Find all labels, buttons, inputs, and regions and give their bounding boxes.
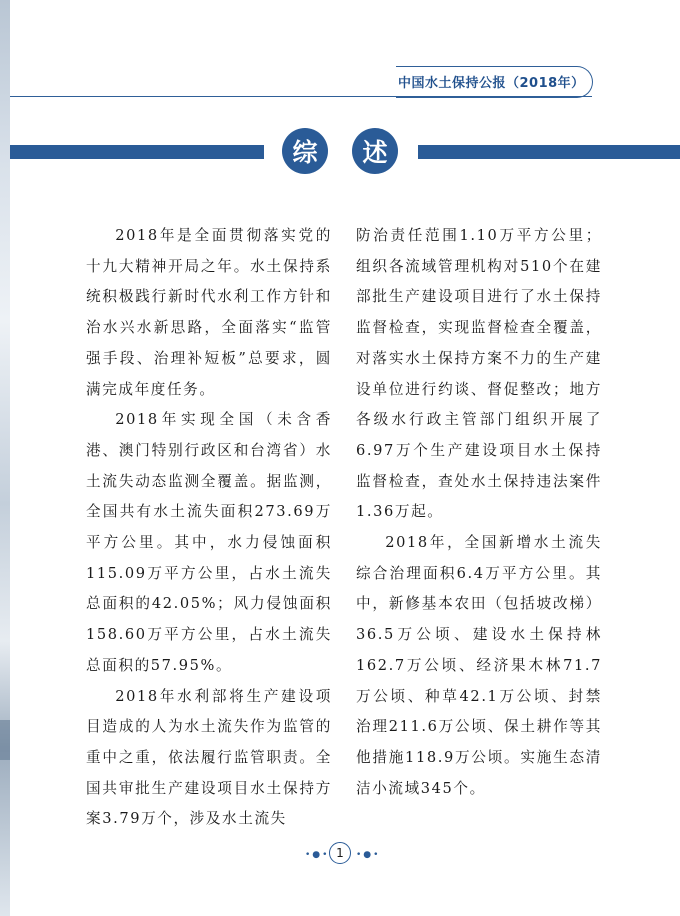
- right-column: [356, 221, 602, 804]
- left-column: [86, 221, 332, 835]
- paragraph: 2018年，全国新增水土流失综合治理面积6.4万平方公里。其中，新修基本农田（包括坡改梯）36.5万公顷、建设水土保持林162.7万公顷、经济果木林71.7万公顷、种草42.1万公顷、封禁治理211.6万公顷、保土耕作等其他措施118.9万公顷。实施生态清洁小流域345个。: [356, 534, 602, 797]
- paragraph: 防治责任范围1.10万平方公里；组织各流域管理机构对510个在建部批生产建设项目进行了水土保持监督检查，实现监督检查全覆盖，对落实水土保持方案不力的生产建设单位进行约谈、督促整改；地方各级水行政主管部门组织开展了6.97万个生产建设项目水土保持监督检查，查处水土保持违法案件1.36万起。: [356, 227, 602, 521]
- section-title-char-2: 述: [352, 128, 398, 174]
- paragraph: 2018年水利部将生产建设项目造成的人为水土流失作为监管的重中之重，依法履行监管职责。全国共审批生产建设项目水土保持方案3.79万个，涉及水土流失: [86, 687, 332, 828]
- paragraph: 2018年实现全国（未含香港、澳门特别行政区和台湾省）水土流失动态监测全覆盖。据监测，全国共有水土流失面积273.69万平方公里。其中，水力侵蚀面积115.09万平方公里，占水土流失总面积的42.05%；风力侵蚀面积158.60万平方公里，占水土流失总面积的57.95%。: [86, 411, 332, 674]
- footer-dots-right: •●•: [356, 850, 381, 860]
- side-decorative-strip: [0, 0, 10, 916]
- section-title-char-1: 综: [282, 128, 328, 174]
- page-footer: [0, 840, 680, 868]
- paragraph: 2018年是全面贯彻落实党的十九大精神开局之年。水土保持系统积极践行新时代水利工作方针和治水兴水新思路，全面落实“监管强手段、治理补短板”总要求，圆满完成年度任务。: [86, 227, 332, 398]
- section-band-left: [10, 145, 264, 159]
- section-band-right: [418, 145, 680, 159]
- header-title: 中国水土保持公报（2018年）: [398, 76, 585, 91]
- page-number: 1: [329, 842, 351, 864]
- header-rule: [10, 96, 592, 97]
- footer-dots-left: •●•: [305, 850, 330, 860]
